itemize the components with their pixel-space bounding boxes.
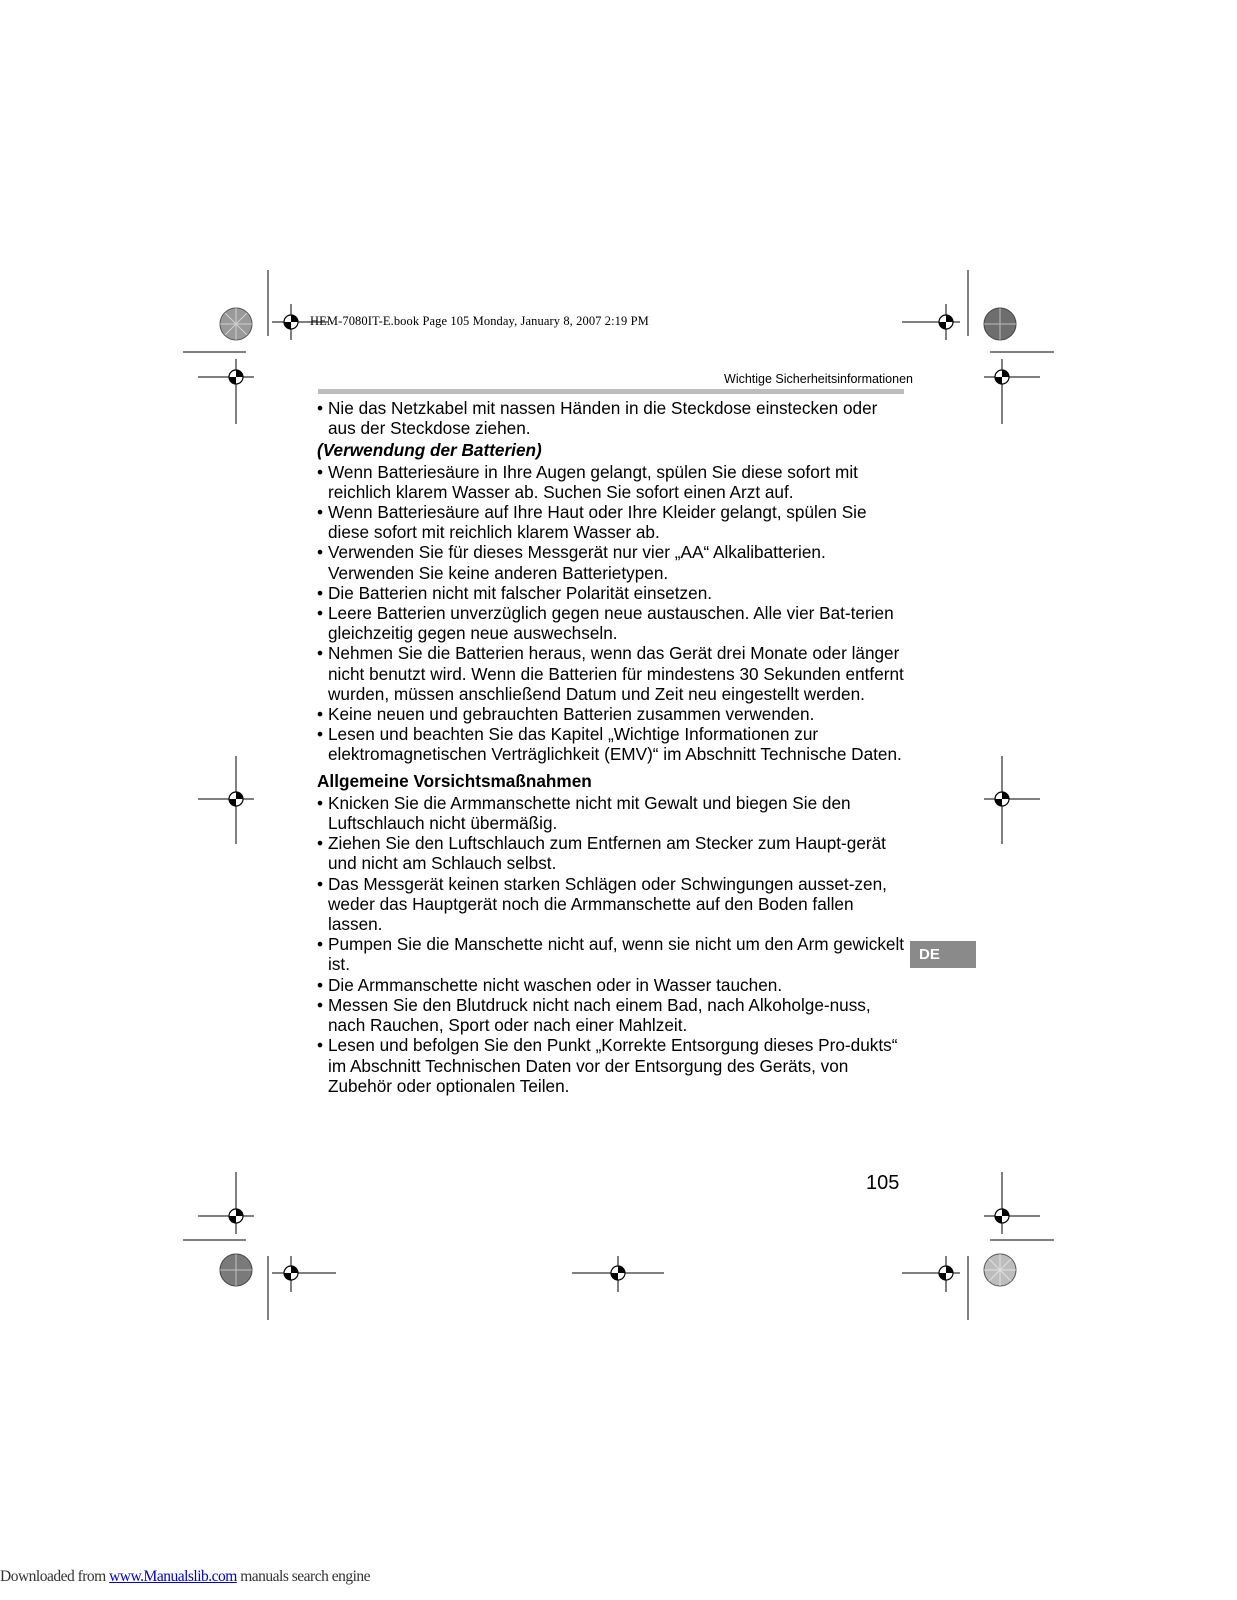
list-item: • Verwenden Sie für dieses Messgerät nur vier „AA“ Alkalibatterien. Verwenden Sie keine anderen Batterietypen. — [317, 542, 907, 582]
list-item: • Lesen und beachten Sie das Kapitel „Wichtige Informationen zur elektromagnetischen Verträglichkeit (EMV)“ im Abschnitt Technische Daten. — [317, 724, 907, 764]
list-item: • Das Messgerät keinen starken Schlägen oder Schwingungen ausset-zen, weder das Hauptgerät noch die Armmanschette auf den Boden fallen lassen. — [317, 874, 907, 935]
running-head: Wichtige Sicherheitsinformationen — [724, 372, 913, 386]
footer-suffix: manuals search engine — [236, 1568, 371, 1585]
list-item: • Nehmen Sie die Batterien heraus, wenn das Gerät drei Monate oder länger nicht benutzt wird. Wenn die Batterien für mindestens 30 Sekunden entfernt wurden, müssen anschließend Datum und Zeit neu eingestellt werden. — [317, 643, 907, 704]
list-item: • Pumpen Sie die Manschette nicht auf, wenn sie nicht um den Arm gewickelt ist. — [317, 934, 907, 974]
list-item: • Ziehen Sie den Luftschlauch zum Entfernen am Stecker zum Haupt-gerät und nicht am Schlauch selbst. — [317, 833, 907, 873]
manualslib-link[interactable]: www.Manualslib.com — [109, 1568, 237, 1585]
list-item: • Lesen und befolgen Sie den Punkt „Korrekte Entsorgung dieses Pro-dukts“ im Abschnitt Technischen Daten vor der Entsorgung des Geräts, von Zubehör oder optionalen Teilen. — [317, 1035, 907, 1096]
list-item: • Wenn Batteriesäure auf Ihre Haut oder Ihre Kleider gelangt, spülen Sie diese sofort mit reichlich klarem Wasser ab. — [317, 502, 907, 542]
list-item: • Wenn Batteriesäure in Ihre Augen gelangt, spülen Sie diese sofort mit reichlich klarem Wasser ab. Suchen Sie sofort einen Arzt auf. — [317, 462, 907, 502]
main-content — [317, 398, 907, 1096]
footer-prefix: Downloaded from — [0, 1568, 110, 1585]
language-tab: DE — [910, 941, 976, 968]
list-item: • Nie das Netzkabel mit nassen Händen in die Steckdose einstecken oder aus der Steckdose ziehen. — [317, 398, 907, 438]
book-header: HEM-7080IT-E.book Page 105 Monday, January 8, 2007 2:19 PM — [310, 314, 649, 328]
list-item: • Keine neuen und gebrauchten Batterien zusammen verwenden. — [317, 704, 907, 724]
download-footer — [0, 1568, 370, 1586]
list-item: • Leere Batterien unverzüglich gegen neue austauschen. Alle vier Bat-terien gleichzeitig gegen neue auswechseln. — [317, 603, 907, 643]
page-number: 105 — [866, 1172, 900, 1194]
header-rule — [318, 389, 904, 394]
section-heading-general-precautions: Allgemeine Vorsichtsmaßnahmen — [317, 770, 592, 791]
list-item: • Die Armmanschette nicht waschen oder in Wasser tauchen. — [317, 975, 907, 995]
list-item: • Messen Sie den Blutdruck nicht nach einem Bad, nach Alkoholge-nuss, nach Rauchen, Sport oder nach einer Mahlzeit. — [317, 995, 907, 1035]
section-subheading-batteries: (Verwendung der Batterien) — [317, 440, 542, 461]
list-item: • Die Batterien nicht mit falscher Polarität einsetzen. — [317, 583, 907, 603]
list-item: • Knicken Sie die Armmanschette nicht mit Gewalt und biegen Sie den Luftschlauch nicht übermäßig. — [317, 793, 907, 833]
